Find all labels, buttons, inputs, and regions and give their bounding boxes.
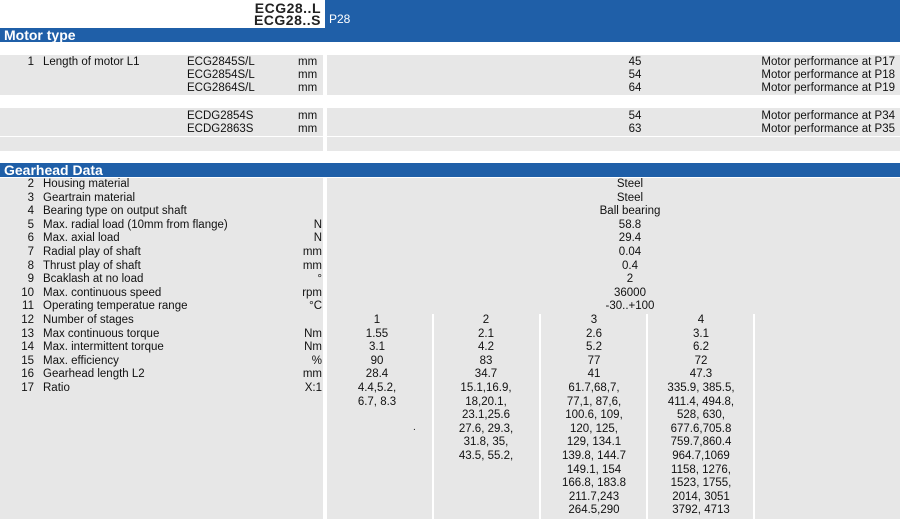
ratio-value: 3792, 4713 — [672, 504, 730, 517]
stage-value: 3.1 — [369, 341, 385, 354]
gearhead-row-number: 8 — [27, 259, 34, 272]
gearhead-row-value: 36000 — [614, 286, 646, 299]
ratio-value: 964.7,1069 — [672, 450, 730, 462]
gearhead-row-number: 3 — [27, 191, 34, 204]
motor-length-value: 45 — [628, 56, 642, 68]
ratio-value: 77,1, 87,6, — [566, 395, 622, 408]
motor-type-title: Motor type — [4, 27, 76, 43]
ratio-value: 677.6,705.8 — [670, 422, 732, 435]
stage-value: 6.2 — [693, 341, 709, 354]
gearhead-row-value: -30..+100 — [605, 300, 655, 313]
motor-performance-note: Motor performance at P35 — [761, 123, 895, 135]
motor-model: ECG2854S/L — [187, 69, 255, 81]
stage-row-label: Number of stages — [43, 314, 134, 326]
stage-row-unit: mm — [302, 368, 322, 381]
ratio-value: 27.6, 29.3, — [458, 422, 514, 435]
gearhead-row-label: Operating temperatue range — [43, 300, 188, 313]
stage-row-label: Max continuous torque — [43, 327, 160, 340]
stage-value: 34.7 — [474, 368, 498, 381]
gearhead-row-value: Ball bearing — [599, 205, 661, 218]
motor-length-value: 63 — [628, 123, 642, 135]
ratio-value: 61.7,68,7, — [568, 382, 620, 394]
page-ref-bar — [325, 0, 900, 28]
ratio-row-unit: X:1 — [304, 382, 322, 394]
gearhead-row-label: Bcaklash at no load — [43, 273, 144, 286]
stage-row-number: 14 — [21, 341, 34, 354]
stage-value: 28.4 — [365, 368, 389, 381]
gearhead-row-label: Bearing type on output shaft — [43, 205, 187, 218]
ratio-row-number: 17 — [21, 382, 34, 394]
gearhead-row-label: Max. radial load (10mm from flange) — [43, 218, 228, 231]
ratio-value: 6.7, 8.3 — [357, 395, 397, 408]
gearhead-row-number: 10 — [21, 286, 34, 299]
motor-unit: mm — [298, 56, 318, 68]
stage-row-unit: % — [311, 354, 322, 367]
motor-unit: mm — [298, 110, 318, 122]
stage-row-label: Max. efficiency — [43, 354, 119, 367]
gearhead-row-unit: mm — [302, 246, 322, 258]
stray-dot: . — [413, 422, 416, 433]
ratio-row-label: Ratio — [43, 382, 70, 394]
motor-length-value: 54 — [628, 110, 642, 122]
model-title — [240, 0, 325, 28]
ratio-value: 139.8, 144.7 — [562, 450, 626, 462]
gearhead-row-value: Steel — [616, 178, 644, 190]
ratio-value: 100.6, 109, — [565, 409, 623, 422]
motor-performance-note: Motor performance at P19 — [761, 82, 895, 94]
stage-value: 2.6 — [586, 327, 602, 340]
motor-model: ECDG2863S — [187, 123, 254, 135]
gearhead-row-number: 6 — [27, 232, 34, 245]
stage-row-label: Gearhead length L2 — [43, 368, 145, 381]
motor-model: ECG2864S/L — [187, 82, 255, 94]
ratio-value: 1158, 1276, — [671, 463, 731, 476]
ratio-value: 411.4, 494.8, — [667, 395, 735, 408]
gearhead-row-value: 29.4 — [618, 232, 642, 245]
ratio-value: 166.8, 183.8 — [562, 477, 626, 490]
stage-row-unit: Nm — [304, 341, 322, 354]
motor-unit: mm — [298, 123, 318, 135]
gearhead-data-header — [0, 163, 900, 177]
gearhead-row-label: Housing material — [43, 178, 130, 190]
gearhead-row-value: Steel — [616, 191, 644, 204]
gearhead-row-label: Thrust play of shaft — [43, 259, 141, 272]
gearhead-row-value: 0.04 — [618, 246, 642, 258]
stage-value: 1.55 — [365, 327, 389, 340]
gearhead-row-value: 58.8 — [618, 218, 642, 231]
stage-value: 2 — [482, 314, 490, 326]
gearhead-row-unit: N — [313, 218, 322, 231]
gearhead-row-unit: rpm — [302, 286, 322, 299]
ratio-value: 149.1, 154 — [566, 463, 622, 476]
ratio-value: 2014, 3051 — [672, 490, 730, 503]
stage-value: 5.2 — [586, 341, 602, 354]
gearhead-data-title: Gearhead Data — [4, 162, 103, 178]
gearhead-row-unit: N — [313, 232, 322, 245]
stage-value: 72 — [694, 354, 708, 367]
stage-value: 3.1 — [693, 327, 709, 340]
ratio-value: 23.1,25.6 — [462, 409, 510, 422]
motor-label-bg-2 — [0, 108, 323, 136]
stage-value: 3 — [590, 314, 598, 326]
ratio-value: 31.8, 35, — [463, 436, 509, 449]
gearhead-row-unit: ° — [317, 273, 322, 286]
gearhead-row-number: 2 — [27, 178, 34, 190]
stage-value: 90 — [370, 354, 384, 367]
stage-row-number: 15 — [21, 354, 34, 367]
motor-row-number: 1 — [27, 56, 34, 68]
ratio-value: 129, 134.1 — [566, 436, 622, 449]
ratio-value: 120, 125, — [570, 422, 618, 435]
gearhead-row-label: Max. axial load — [43, 232, 120, 245]
motor-row-label: Length of motor L1 — [43, 56, 140, 68]
motor-spacer-bg — [0, 137, 323, 151]
ratio-value: 759.7,860.4 — [670, 436, 732, 449]
stage-value: 83 — [479, 354, 493, 367]
ratio-value: 43.5, 55.2, — [458, 450, 514, 462]
model-title-line-2: ECG28..S — [253, 12, 321, 28]
stage-row-label: Max. intermittent torque — [43, 341, 164, 354]
gearhead-row-value: 0.4 — [622, 259, 638, 272]
stage-row-number: 16 — [21, 368, 34, 381]
gearhead-row-label: Max. continuous speed — [43, 286, 162, 299]
stage-row-number: 12 — [21, 314, 34, 326]
model-title-line-1: ECG28..L — [254, 0, 321, 16]
ratio-value: 15.1,16.9, — [460, 382, 512, 394]
gearhead-row-label: Geartrain material — [43, 191, 136, 204]
motor-performance-note: Motor performance at P18 — [761, 69, 895, 81]
gearhead-row-number: 11 — [22, 300, 34, 313]
stage-value: 4.2 — [478, 341, 494, 354]
stage-value: 47.3 — [689, 368, 713, 381]
gearhead-row-unit: °C — [309, 300, 322, 313]
motor-type-header — [0, 28, 900, 42]
stage-value: 41 — [587, 368, 601, 381]
motor-performance-note: Motor performance at P17 — [761, 56, 895, 68]
motor-length-value: 64 — [628, 82, 642, 94]
gearhead-row-number: 4 — [27, 205, 34, 218]
motor-performance-note: Motor performance at P34 — [761, 110, 895, 122]
ratio-value: 335.9, 385.5, — [667, 382, 735, 394]
gearhead-row-value: 2 — [626, 273, 634, 286]
ratio-value: 1523, 1755, — [670, 477, 732, 490]
stage-row-unit: Nm — [304, 327, 322, 340]
motor-unit: mm — [298, 69, 318, 81]
motor-unit: mm — [298, 82, 318, 94]
motor-length-value: 54 — [628, 69, 642, 81]
stage-value: 2.1 — [478, 327, 494, 340]
gearhead-row-number: 7 — [27, 246, 34, 258]
stage-value: 4 — [697, 314, 705, 326]
stage-row-number: 13 — [21, 327, 34, 340]
ratio-value: 528, 630, — [677, 409, 725, 422]
ratio-value: 4.4,5.2, — [357, 382, 397, 394]
gearhead-row-number: 5 — [27, 218, 34, 231]
stage-value: 77 — [587, 354, 601, 367]
ratio-value: 18,20.1, — [465, 395, 507, 408]
ratio-value: 264.5,290 — [568, 504, 620, 517]
motor-model: ECDG2854S — [187, 110, 254, 122]
gearhead-row-label: Radial play of shaft — [43, 246, 141, 258]
stage-value: 1 — [373, 314, 381, 326]
gearhead-row-number: 9 — [27, 273, 34, 286]
page-ref: P28 — [329, 12, 351, 26]
ratio-value: 211.7,243 — [568, 490, 620, 503]
stage-col-empty-bg — [755, 314, 900, 519]
gearhead-row-unit: mm — [302, 259, 322, 272]
motor-spacer-bg-2 — [327, 137, 900, 151]
motor-model: ECG2845S/L — [187, 56, 255, 68]
